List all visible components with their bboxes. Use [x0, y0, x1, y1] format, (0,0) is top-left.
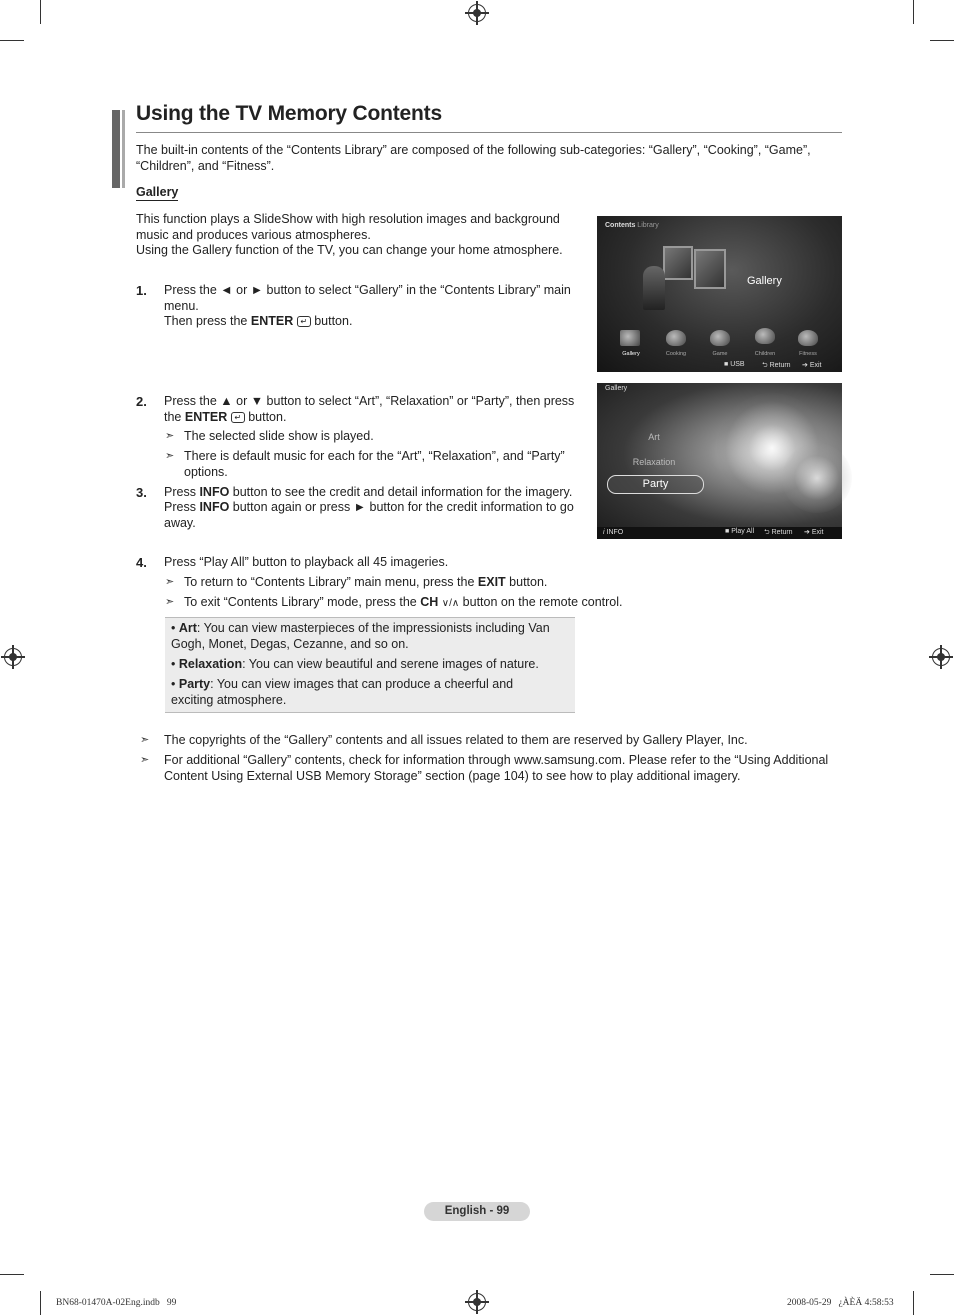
ch-key-label: CH: [420, 595, 439, 609]
cooking-category-icon: [666, 330, 686, 346]
relaxation-note: • Relaxation: You can view beautiful and serene images of nature.: [171, 657, 539, 671]
return-label: Return: [769, 362, 791, 369]
note-arrow-icon: ➣: [165, 430, 175, 442]
registration-mark-icon: [468, 4, 486, 22]
step4-note2-post: button on the remote control.: [459, 595, 623, 609]
category-label: Fitness: [799, 351, 817, 357]
description-1: This function plays a SlideShow with high resolution images and background music and produces various atmospheres.: [136, 212, 560, 242]
section-heading: Gallery: [136, 185, 179, 199]
category-label: Game: [712, 351, 728, 357]
step4-note1: [184, 575, 684, 591]
exit-hint: ➔ Exit: [804, 529, 824, 536]
step1-enter-pre: Then press the: [164, 314, 251, 328]
usb-hint: ■ USB: [724, 361, 745, 368]
step2-text: [164, 394, 591, 425]
note-arrow-icon: ➣: [140, 734, 150, 746]
footnote-copyright: The copyrights of the “Gallery” contents and all issues related to them are reserved by Gallery Player, Inc.: [164, 733, 748, 747]
step1-enter-post: button.: [310, 314, 353, 328]
step2-note2: There is default music for each for the “Art”, “Relaxation”, and “Party” options.: [184, 449, 565, 479]
step3-pre: Press: [164, 485, 200, 499]
note-arrow-icon: ➣: [165, 450, 175, 462]
note-arrow-icon: ➣: [165, 576, 175, 588]
exit-key-label: EXIT: [477, 575, 506, 589]
tv-selected-label: Gallery: [747, 275, 782, 287]
step2-note1: The selected slide show is played.: [184, 429, 374, 443]
tv-header: [605, 222, 659, 230]
registration-mark-icon: [468, 1293, 486, 1311]
description-2: Using the Gallery function of the TV, you can change your home atmosphere.: [136, 243, 563, 257]
crop-mark: [0, 40, 24, 41]
crop-mark: [930, 1274, 954, 1275]
print-timestamp: 2008-05-29 ¿ÀÈÄ 4:58:53: [787, 1298, 894, 1308]
step-number: 4.: [136, 555, 147, 570]
intro-paragraph: The built-in contents of the “Contents Library” are composed of the following sub-categories: “Gallery”, “Cooking”, “Game”, “Children”, and “Fitness”.: [136, 143, 811, 173]
game-category-icon: [710, 330, 730, 346]
title-side-bar: [112, 110, 120, 188]
play-all-label: Play All: [731, 528, 755, 535]
title-side-bar: [122, 110, 125, 188]
return-hint: ⮌ Return: [764, 529, 793, 536]
relaxation-label: Relaxation: [178, 657, 243, 671]
chair-icon: [643, 266, 665, 310]
title-rule: [136, 132, 842, 133]
exit-label: Exit: [811, 529, 824, 536]
step1-text: Press the ◄ or ► button to select “Gallery” in the “Contents Library” main menu.: [164, 283, 571, 313]
menu-option-art: Art: [648, 432, 660, 442]
usb-label: USB: [730, 361, 745, 368]
section-heading-wrap: [136, 185, 178, 201]
relaxation-text: : You can view beautiful and serene images of nature.: [242, 657, 539, 671]
step2-text-post: button.: [248, 409, 287, 424]
contents-library-screenshot: [597, 216, 842, 372]
art-note: • Art: You can view masterpieces of the impressionists including Van Gogh, Monet, Degas, Cezanne, and so on.: [171, 621, 550, 651]
menu-option-party-selected: Party: [607, 475, 704, 494]
page-number: English - 99: [424, 1202, 530, 1221]
step3-line1: [164, 485, 594, 501]
step2-text-main: Press the ▲ or ▼ button to select “Art”, “Relaxation” or “Party”, then press the: [164, 394, 575, 424]
fitness-category-icon: [798, 330, 818, 346]
crop-mark: [913, 0, 914, 24]
art-text: : You can view masterpieces of the impressionists including Van Gogh, Monet, Degas, Cezanne, and so on.: [171, 621, 550, 651]
enter-key-label: ENTER: [250, 314, 294, 328]
registration-mark-icon: [932, 648, 950, 666]
footnote-additional: For additional “Gallery” contents, check for information through www.samsung.com. Please refer to the “Using Additional Content Using External USB Memory Storage” section (page 104) to see how to play additional imagery.: [164, 753, 829, 783]
info-key-label: INFO: [199, 485, 230, 499]
step3b-pre: Press: [164, 500, 200, 514]
step3b-post: button again or press ► button for the credit information to go away.: [164, 500, 574, 530]
ch-arrows-icon: ∨/∧: [441, 598, 460, 609]
crop-mark: [913, 1291, 914, 1315]
tv-header-rest: Library: [637, 222, 659, 229]
step4-note2-pre: To exit “Contents Library” mode, press the: [184, 595, 421, 609]
fireworks-image: [782, 443, 852, 513]
tv-header-bold: Contents: [605, 222, 636, 229]
step4-note1-post: button.: [505, 575, 548, 589]
info-key-label: INFO: [199, 500, 230, 514]
info-label: INFO: [606, 529, 624, 536]
step3-post: button to see the credit and detail information for the imagery.: [229, 485, 573, 499]
step-number: 2.: [136, 394, 147, 409]
picture-frame-icon: [694, 249, 726, 289]
children-category-icon: [755, 328, 775, 344]
category-label: Gallery: [622, 351, 640, 357]
registration-mark-icon: [4, 648, 22, 666]
enter-icon: ↵: [297, 316, 311, 327]
party-note: • Party: You can view images that can produce a cheerful and exciting atmosphere.: [171, 677, 514, 707]
enter-icon: ↵: [231, 412, 245, 423]
note-arrow-icon: ➣: [140, 754, 150, 766]
category-label: Cooking: [665, 351, 687, 357]
category-label: Children: [754, 351, 776, 357]
step4-note1-pre: To return to “Contents Library” main menu, press the: [184, 575, 478, 589]
play-all-hint: ■ Play All: [725, 528, 755, 535]
step1-enter: [164, 314, 352, 330]
art-label: Art: [178, 621, 197, 635]
gallery-menu-screenshot: [597, 383, 842, 539]
party-label: Party: [178, 677, 211, 691]
tv-header: Gallery: [605, 385, 628, 392]
step4-note2: [184, 595, 684, 612]
crop-mark: [40, 1291, 41, 1315]
step4-text: Press “Play All” button to playback all 45 imageries.: [164, 555, 449, 569]
exit-label: Exit: [809, 362, 822, 369]
step3-line2: [164, 500, 594, 531]
crop-mark: [0, 1274, 24, 1275]
print-file-name: BN68-01470A-02Eng.indb 99: [56, 1298, 177, 1308]
return-label: Return: [771, 529, 793, 536]
crop-mark: [930, 40, 954, 41]
info-hint: i INFO: [603, 529, 624, 536]
party-text: : You can view images that can produce a cheerful and exciting atmosphere.: [171, 677, 514, 707]
return-hint: ⮌ Return: [762, 362, 791, 369]
menu-option-relaxation: Relaxation: [632, 457, 676, 467]
step-number: 3.: [136, 485, 147, 500]
crop-mark: [40, 0, 41, 24]
step-number: 1.: [136, 283, 147, 298]
note-arrow-icon: ➣: [165, 596, 175, 608]
page-title: Using the TV Memory Contents: [136, 102, 442, 125]
picture-frame-icon: [663, 246, 693, 280]
exit-hint: ➔ Exit: [802, 362, 822, 369]
gallery-category-icon: [620, 330, 640, 346]
enter-key-label: ENTER: [184, 409, 228, 424]
